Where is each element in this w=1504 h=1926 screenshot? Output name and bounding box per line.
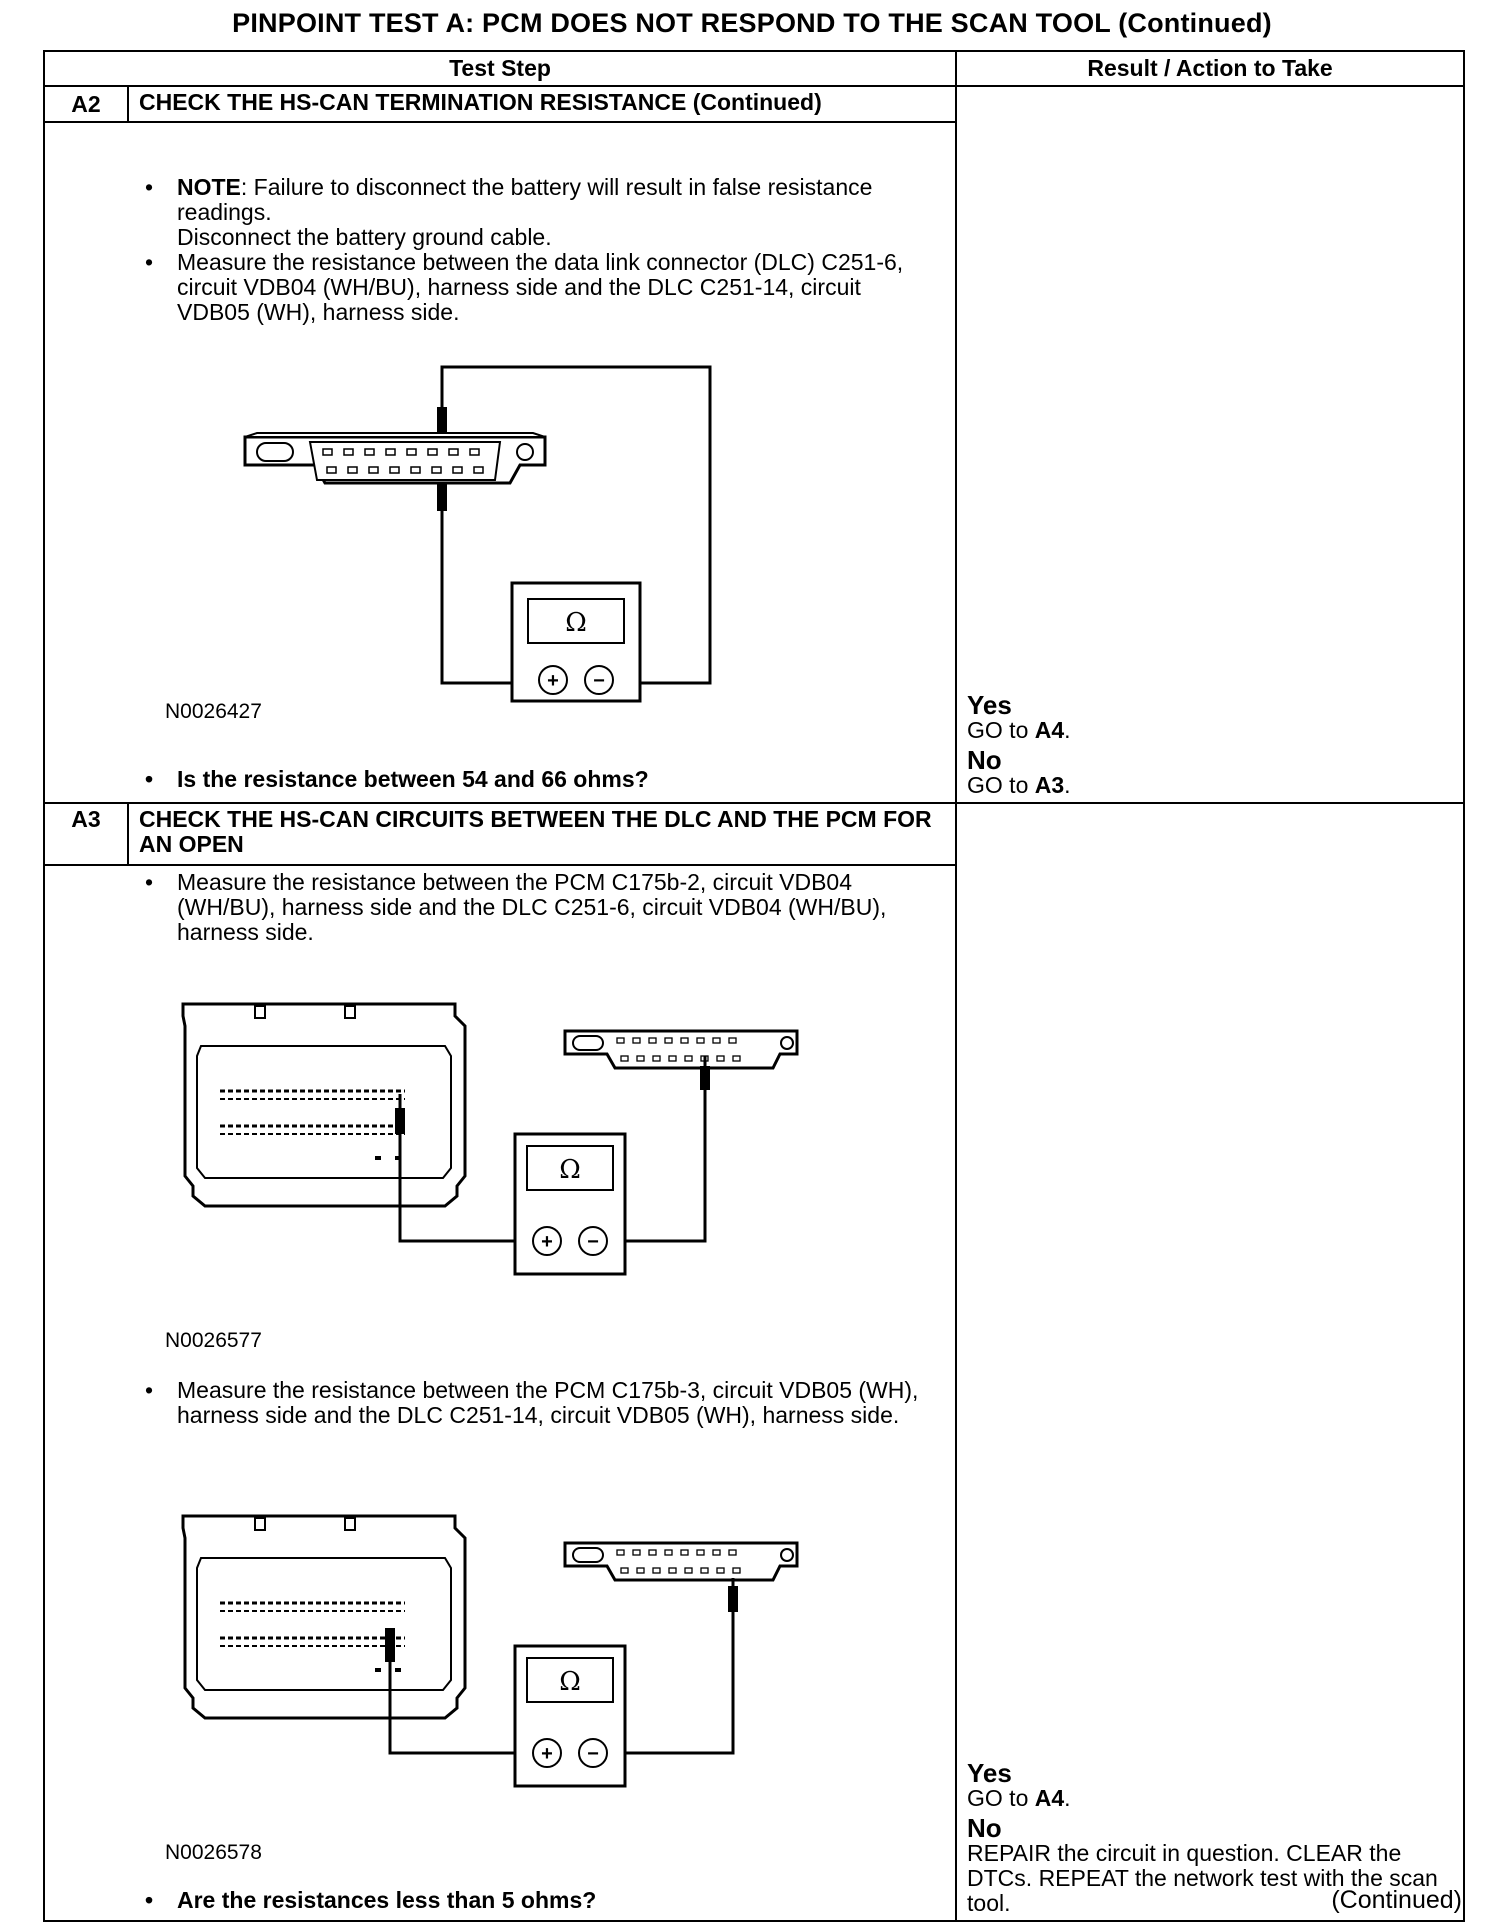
result-cell-a2 bbox=[956, 86, 1464, 803]
plus-terminal: + bbox=[547, 670, 559, 692]
step-body-a2 bbox=[44, 122, 956, 803]
result-a3: Yes GO to A4. No REPAIR the circuit in question. CLEAR the DTCs. REPEAT the network test with the scan tool. bbox=[967, 1760, 1457, 1916]
yes-target: A4 bbox=[1034, 717, 1065, 743]
plus-terminal: + bbox=[541, 1231, 553, 1253]
pcm-connector-icon bbox=[183, 1516, 465, 1718]
pcm-dlc-diagram-2 bbox=[45, 1508, 873, 1808]
question-a3: • Are the resistances less than 5 ohms? bbox=[45, 1888, 955, 1913]
no-label-a3: No bbox=[967, 1813, 1002, 1843]
ohm-symbol: Ω bbox=[565, 608, 587, 638]
step-body-a3 bbox=[44, 865, 956, 1921]
measure-item-a2: • Measure the resistance between the data link connector (DLC) C251-6, circuit VDB04 (WH/BU), harness side and the DLC C251-14, circuit VDB05 (WH), harness side. bbox=[45, 250, 955, 325]
measure-item-a3-1: • Measure the resistance between the PCM C175b-2, circuit VDB04 (WH/BU), harness side and the DLC C251-6, circuit VDB04 (WH/BU), harness side. bbox=[45, 870, 955, 945]
minus-terminal: − bbox=[587, 1743, 599, 1765]
yes-action-a3: GO to bbox=[967, 1785, 1035, 1811]
step-heading-a2: CHECK THE HS-CAN TERMINATION RESISTANCE (Continued) bbox=[128, 86, 956, 122]
note-item bbox=[45, 175, 955, 225]
note-label: NOTE bbox=[177, 174, 241, 200]
figure-id-a3-2: N0026578 bbox=[165, 1841, 262, 1864]
pcm-connector-icon bbox=[183, 1004, 465, 1206]
yes-label: Yes bbox=[967, 690, 1012, 720]
ohmmeter-icon bbox=[512, 583, 640, 701]
step-id-a3: A3 bbox=[44, 803, 128, 865]
no-action-a3: REPAIR the circuit in question. CLEAR the DTCs. REPEAT the network test with the scan tool. bbox=[967, 1840, 1438, 1916]
ohmmeter-icon bbox=[515, 1134, 625, 1274]
dlc-connector-icon bbox=[245, 433, 545, 483]
header-row bbox=[44, 51, 1464, 86]
ohmmeter-icon bbox=[515, 1646, 625, 1786]
step-id-a2: A2 bbox=[44, 86, 128, 122]
a2-heading-row bbox=[44, 86, 1464, 122]
pcm-dlc-diagram-1 bbox=[45, 996, 873, 1296]
result-a2: Yes GO to A4. No GO to A3. bbox=[967, 692, 1457, 798]
note-text: : Failure to disconnect the battery will result in false resistance readings. bbox=[177, 174, 873, 225]
dlc-connector-icon bbox=[565, 1543, 797, 1580]
ohm-symbol: Ω bbox=[559, 1155, 581, 1185]
question-a2: • Is the resistance between 54 and 66 ohms? bbox=[45, 767, 955, 792]
figure-id-a3-1: N0026577 bbox=[165, 1329, 262, 1352]
dlc-meter-diagram bbox=[45, 325, 873, 745]
page-title: PINPOINT TEST A: PCM DOES NOT RESPOND TO THE SCAN TOOL (Continued) bbox=[232, 8, 1272, 38]
pinpoint-test-table bbox=[43, 50, 1465, 1922]
plus-terminal: + bbox=[541, 1743, 553, 1765]
ohm-symbol: Ω bbox=[559, 1667, 581, 1697]
yes-label-a3: Yes bbox=[967, 1758, 1012, 1788]
dlc-connector-icon bbox=[565, 1031, 797, 1068]
no-target: A3 bbox=[1034, 772, 1065, 798]
measure-item-a3-2: • Measure the resistance between the PCM C175b-3, circuit VDB05 (WH), harness side and the DLC C251-14, circuit VDB05 (WH), harness side. bbox=[45, 1378, 955, 1428]
continued-footer: (Continued) bbox=[1331, 1886, 1462, 1914]
minus-terminal: − bbox=[593, 670, 605, 692]
disconnect-text: Disconnect the battery ground cable. bbox=[177, 224, 552, 250]
no-label: No bbox=[967, 745, 1002, 775]
figure-a2 bbox=[45, 325, 955, 745]
minus-terminal: − bbox=[587, 1231, 599, 1253]
result-header: Result / Action to Take bbox=[956, 51, 1464, 86]
test-step-header: Test Step bbox=[44, 51, 956, 86]
step-heading-a3: CHECK THE HS-CAN CIRCUITS BETWEEN THE DLC AND THE PCM FOR AN OPEN bbox=[128, 803, 956, 865]
a3-heading-row bbox=[44, 803, 1464, 865]
yes-action: GO to bbox=[967, 717, 1035, 743]
no-action: GO to bbox=[967, 772, 1035, 798]
figure-id-a2: N0026427 bbox=[165, 700, 262, 723]
result-cell-a3 bbox=[956, 803, 1464, 1921]
yes-target-a3: A4 bbox=[1034, 1785, 1065, 1811]
